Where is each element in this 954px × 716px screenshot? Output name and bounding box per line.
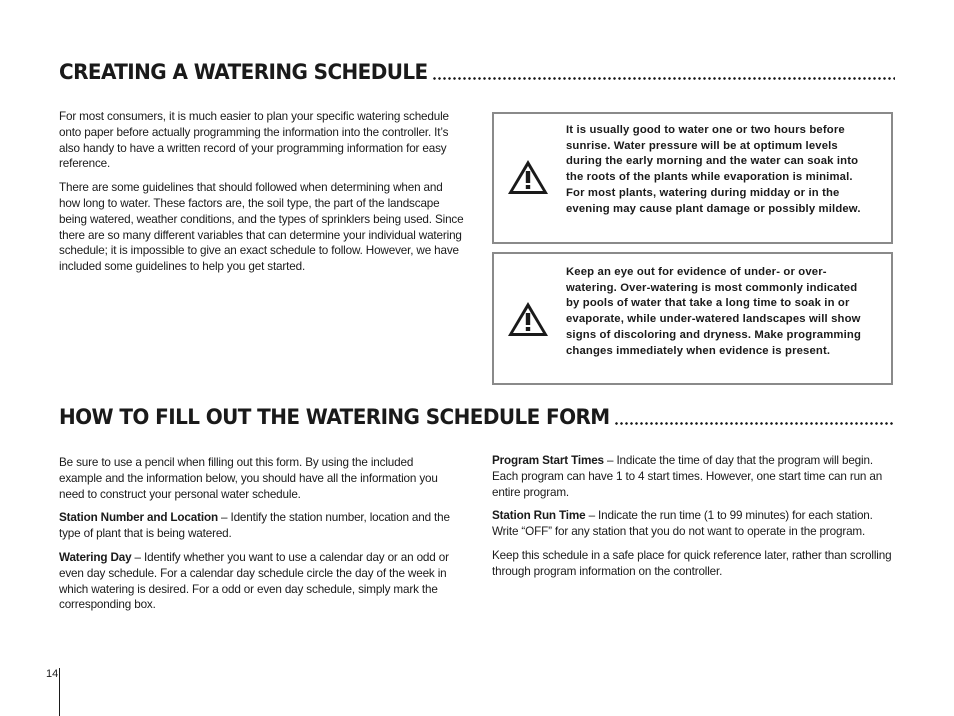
section-heading-fill-out-form [59,402,895,428]
dot-leader [432,77,895,80]
definition: – Indicate the time of day that the program will begin. Each program can have 1 to 4 start times. However, one start time can run an entire program. [492,454,883,499]
definition-item [59,510,459,542]
paragraph: Keep this schedule in a safe place for quick reference later, rather than scrolling through program information on the controller. [492,548,892,578]
section-heading-creating-schedule [59,57,895,83]
warning-text: Keep an eye out for evidence of under- or over-watering. Over-watering is most commonly indicated by pools of water that take a long time to soak in or evaporate, while under-watered landscapes will show signs of discoloring and dryness. Make programming changes immediately when evidence is present. [566,266,861,357]
paragraph: Be sure to use a pencil when filling out this form. By using the included example and the information below, you should have all the information you need to construct your personal water schedule. [59,456,438,501]
intro-column [59,109,464,283]
definition: – Indicate the run time (1 to 99 minutes) for each station. Write “OFF” for any station that you do not want to operate in the program. [492,509,873,539]
heading-text: CREATING A WATERING SCHEDULE [59,58,428,83]
definition: – Identify the station number, location and the type of plant that is being watered. [59,511,450,541]
warning-box [492,252,893,385]
heading-text: HOW TO FILL OUT THE WATERING SCHEDULE FORM [59,403,610,428]
form-instructions-right [492,453,896,588]
form-instructions-left [59,455,459,621]
term: Program Start Times [492,454,604,467]
definition-item [492,453,896,500]
warning-triangle-icon [506,158,550,196]
paragraph: For most consumers, it is much easier to plan your specific watering schedule onto paper before actually programming the information into the controller. It’s also handy to have a written record of your programming information for easy reference. [59,110,449,171]
term: Station Run Time [492,509,586,523]
definition: – Identify whether you want to use a calendar day or an odd or even day schedule. For a calendar day schedule circle the day of the week in which watering is desired. For a odd or even day schedule, simply mark the corresponding box. [59,550,449,612]
page-number: 14 [46,668,59,680]
warning-text: It is usually good to water one or two hours before sunrise. Water pressure will be at optimum levels during the early morning and the water can soak into the roots of the plants while evaporation is minimal. For most plants, watering during midday or in the evening may cause plant damage or possibly mildew. [566,124,861,215]
margin-rule [59,668,60,716]
term: Station Number and Location [59,511,218,525]
dot-leader [614,422,895,425]
paragraph: There are some guidelines that should followed when determining when and how long to water. These factors are, the soil type, the part of the landscape being watered, weather conditions, and the types of sprinklers being used. Since there are so many different variables that can determine your individual watering schedule; it is impossible to give an exact schedule to follow. However, we have included some guidelines to help you get started. [59,181,464,274]
definition-item [59,550,459,613]
term: Watering Day [59,550,132,564]
definition-item [492,508,896,540]
warning-triangle-icon [506,300,550,338]
warning-box [492,112,893,244]
